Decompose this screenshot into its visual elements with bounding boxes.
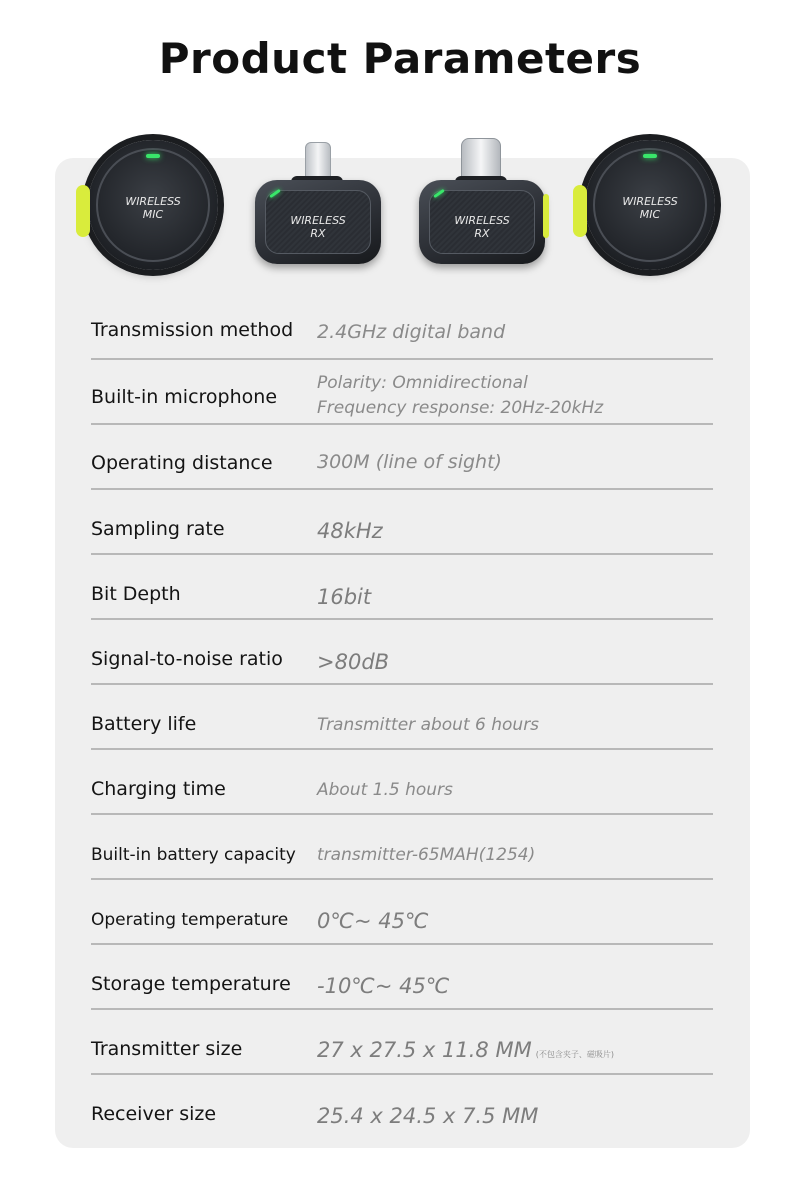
wireless-mic-left xyxy=(88,140,218,270)
spec-label: Bit Depth xyxy=(91,583,181,605)
spec-value-text: 27 x 27.5 x 11.8 MM xyxy=(317,1038,532,1062)
spec-value: >80dB xyxy=(317,650,390,674)
wireless-rx-usbc xyxy=(419,180,545,264)
spec-value-note: (不包含夹子、磁吸片) xyxy=(535,1050,614,1059)
spec-value: 0℃~ 45℃ xyxy=(317,909,429,933)
spec-row-bitdepth xyxy=(91,555,713,620)
spec-label: Operating temperature xyxy=(91,910,289,930)
spec-value: -10℃~ 45℃ xyxy=(317,974,450,998)
spec-value: 300M (line of sight) xyxy=(317,451,502,473)
spec-value: 16bit xyxy=(317,585,372,609)
spec-value xyxy=(317,1038,614,1062)
rx-text-line2: RX xyxy=(310,227,326,240)
spec-row-sampling xyxy=(91,490,713,555)
lightning-plug-icon xyxy=(305,142,331,180)
spec-row-operating-temp xyxy=(91,880,713,945)
spec-label: Charging time xyxy=(91,778,226,800)
wireless-mic-right xyxy=(585,140,715,270)
spec-label: Built-in microphone xyxy=(91,386,278,408)
spec-row-transmission xyxy=(91,308,713,360)
spec-label: Transmission method xyxy=(91,319,294,341)
spec-row-microphone xyxy=(91,360,713,425)
spec-value-line: Frequency response: 20Hz-20kHz xyxy=(317,398,604,418)
spec-label: Signal-to-noise ratio xyxy=(91,648,283,670)
mic-text-line2: MIC xyxy=(639,208,661,221)
spec-label: Receiver size xyxy=(91,1103,217,1125)
spec-label: Built-in battery capacity xyxy=(91,845,296,865)
spec-value: About 1.5 hours xyxy=(317,780,453,800)
spec-label: Operating distance xyxy=(91,452,273,474)
rx-text-line2: RX xyxy=(474,227,490,240)
spec-row-capacity xyxy=(91,815,713,880)
spec-row-transmitter-size xyxy=(91,1010,713,1075)
spec-label: Storage temperature xyxy=(91,973,291,995)
spec-label: Sampling rate xyxy=(91,518,225,540)
spec-label: Transmitter size xyxy=(91,1038,243,1060)
spec-value-line: Polarity: Omnidirectional xyxy=(317,373,528,393)
spec-row-receiver-size xyxy=(91,1075,713,1135)
spec-value: Transmitter about 6 hours xyxy=(317,715,540,735)
wireless-rx-lightning xyxy=(255,180,381,264)
spec-value: 2.4GHz digital band xyxy=(317,321,506,343)
spec-row-distance xyxy=(91,425,713,490)
mic-text-line2: MIC xyxy=(142,208,164,221)
spec-value: 48kHz xyxy=(317,519,383,543)
mic-text-line1: WIRELESS xyxy=(622,195,678,208)
spec-row-charging xyxy=(91,750,713,815)
spec-value xyxy=(317,371,603,421)
status-led-icon xyxy=(643,154,657,158)
page-title: Product Parameters xyxy=(158,34,642,83)
status-led-icon xyxy=(146,154,160,158)
spec-label: Battery life xyxy=(91,713,197,735)
rx-text-line1: WIRELESS xyxy=(290,214,346,227)
spec-value: transmitter-65MAH(1254) xyxy=(317,845,536,865)
spec-row-storage-temp xyxy=(91,945,713,1010)
spec-row-battery xyxy=(91,685,713,750)
spec-value: 25.4 x 24.5 x 7.5 MM xyxy=(317,1104,539,1128)
spec-row-snr xyxy=(91,620,713,685)
rx-text-line1: WIRELESS xyxy=(454,214,510,227)
mic-text-line1: WIRELESS xyxy=(125,195,181,208)
